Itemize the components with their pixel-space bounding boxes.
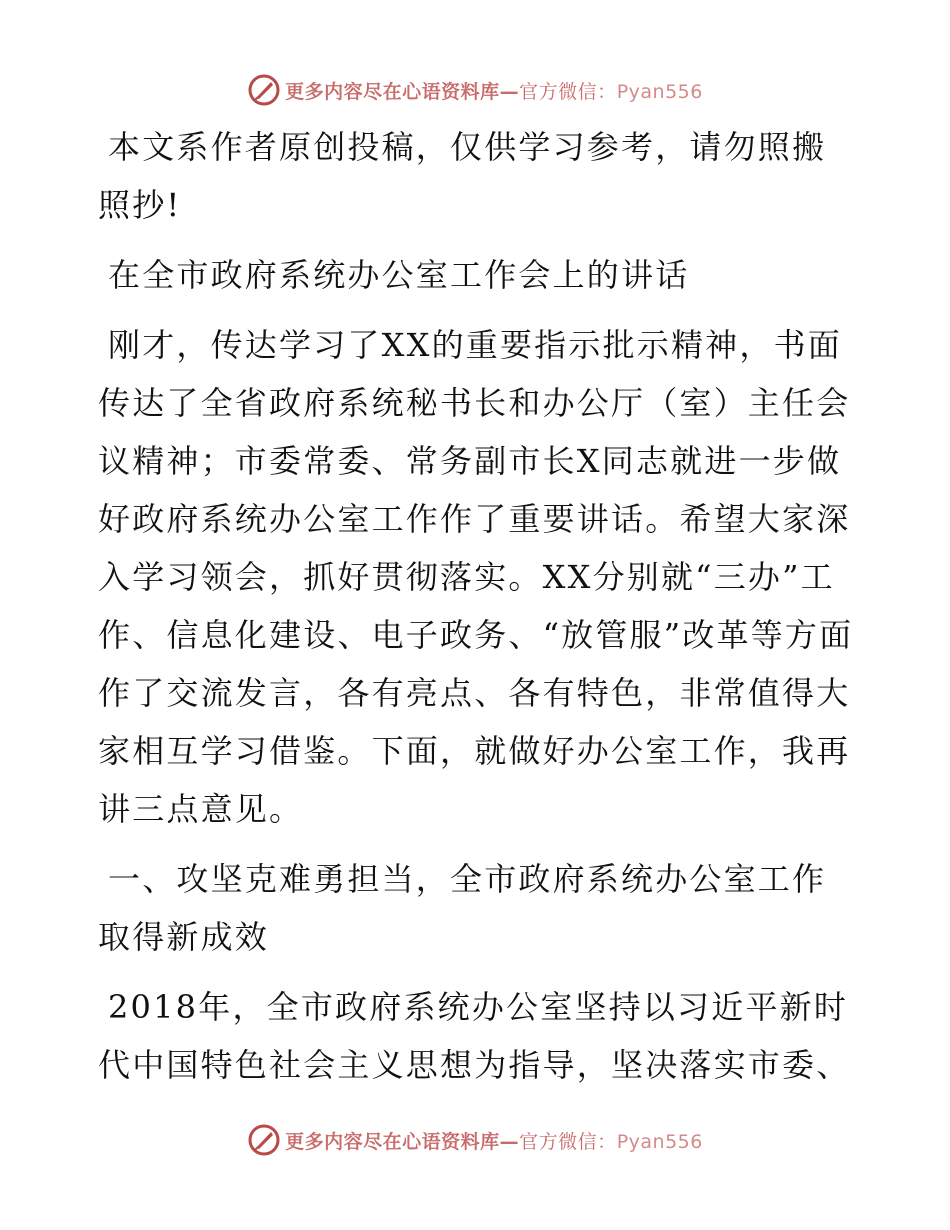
banner-wechat-id: Pyan556 <box>616 1130 703 1153</box>
disclaimer-paragraph: 本文系作者原创投稿，仅供学习参考，请勿照搬照抄! <box>98 128 827 224</box>
speech-title: 在全市政府系统办公室工作会上的讲话 <box>108 256 690 294</box>
body-paragraph: 刚才，传达学习了XX的重要指示批示精神，书面传达了全省政府系统秘书长和办公厅（室）主任会议精神；市委常委、常务副市长X同志就进一步做好政府系统办公室工作作了重要讲话。希望大家深入学习领会，抓好贯彻落实。XX分别就“三办”工作、信息化建设、电子政务、“放管服”改革等方面作了交流发言，各有亮点、各有特色，非常值得大家相互学习借鉴。下面，就做好办公室工作，我再讲三点意见。 <box>98 326 854 828</box>
quill-pen-icon <box>247 1123 281 1157</box>
banner-text <box>285 1127 703 1154</box>
header-banner <box>0 70 950 110</box>
section-heading: 一、攻坚克难勇担当，全市政府系统办公室工作取得新成效 <box>98 860 827 956</box>
document-body <box>98 118 858 1106</box>
banner-wechat-id: Pyan556 <box>616 80 703 103</box>
banner-dash: — <box>499 80 520 103</box>
banner-main-text: 更多内容尽在心语资料库 <box>285 80 500 103</box>
quill-pen-icon <box>247 73 281 107</box>
banner-text <box>285 77 703 104</box>
banner-dash: — <box>499 1130 520 1153</box>
banner-main-text: 更多内容尽在心语资料库 <box>285 1130 500 1153</box>
banner-wechat-label: 官方微信： <box>519 80 617 103</box>
footer-banner <box>0 1120 950 1160</box>
body-paragraph: 2018年，全市政府系统办公室坚持以习近平新时代中国特色社会主义思想为指导，坚决落实市委、 <box>98 988 851 1084</box>
banner-wechat-label: 官方微信： <box>519 1130 617 1153</box>
